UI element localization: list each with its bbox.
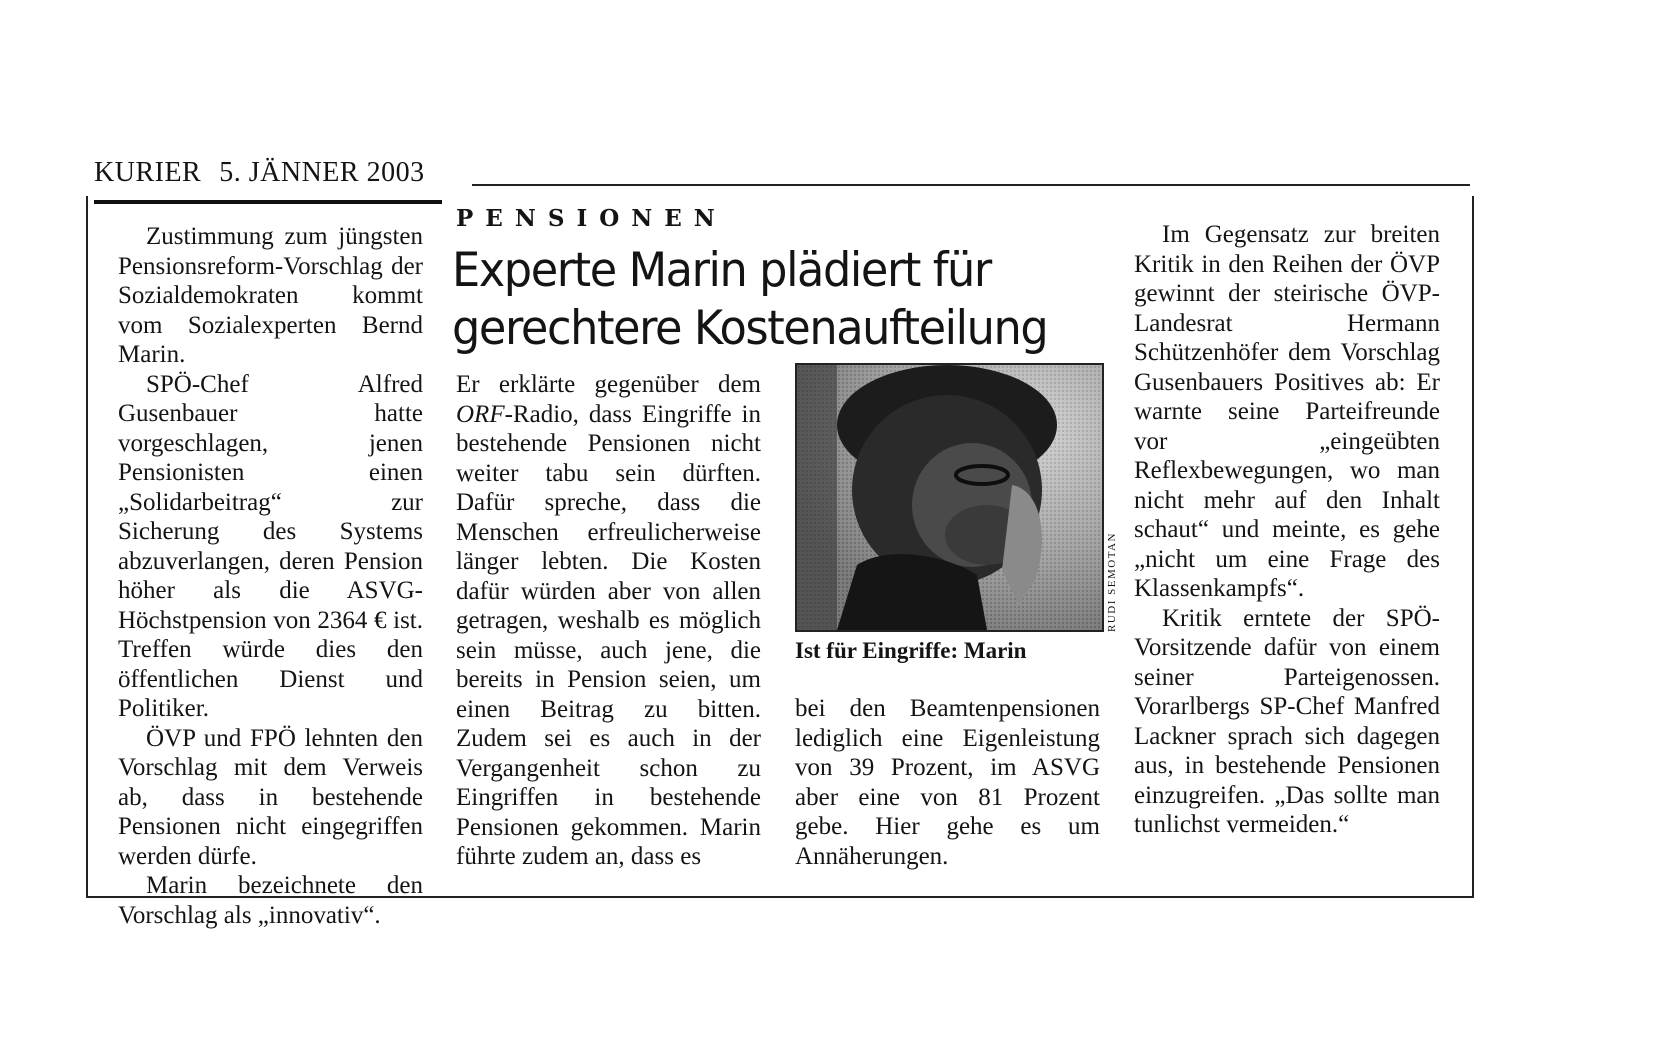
orf-emphasis: ORF (456, 400, 505, 428)
paragraph: Kritik erntete der SPÖ-Vorsitzende dafür von einem seiner Parteigenossen. Vorarlbergs SP-Chef Manfred Lackner sprach sich dagegen aus, in bestehende Pensionen einzugreifen. „Das sollte man tunlichst vermeiden.“ (1134, 604, 1440, 838)
photo-credit: RUDI SEMOTAN (1106, 532, 1118, 632)
photo-image (797, 365, 1102, 630)
headline-line-2: gerechtere Kostenaufteilung (452, 301, 1048, 356)
paragraph: SPÖ-Chef Alfred Gusenbauer hatte vorgeschlagen, jenen Pensionisten einen „Solidarbeitrag“ zur Sicherung des Systems abzuverlangen, deren Pension höher als die ASVG-Höchstpension von 2364 € ist. Treffen würde dies den öffentlichen Dienst und Politiker. (118, 370, 423, 722)
column-1 (118, 222, 423, 930)
newspaper-name: KURIER (94, 157, 202, 188)
headline-line-1: Experte Marin plädiert für (452, 243, 991, 298)
paragraph: Im Gegensatz zur breiten Kritik in den Reihen der ÖVP gewinnt der steirische ÖVP-Landesrat Hermann Schützenhöfer dem Vorschlag Gusenbauers Positives ab: Er warnte seine Parteifreunde vor „eingeübten Reflexbewegungen, wo man nicht mehr auf den Inhalt schaut“ und meinte, es gehe „nicht um eine Frage des Klassenkampfs“. (1134, 221, 1440, 602)
paragraph: bei den Beamtenpensionen lediglich eine Eigenleistung von 39 Prozent, im ASVG aber eine von 81 Prozent gebe. Hier gehe es um Annäherungen. (795, 695, 1100, 870)
photo-caption: Ist für Eingriffe: Marin (795, 638, 1027, 663)
paragraph: Marin bezeichnete den Vorschlag als „innovativ“. (118, 872, 423, 929)
column-2 (456, 370, 761, 872)
headline (452, 242, 1079, 358)
top-rule (472, 184, 1470, 186)
issue-date: 5. JÄNNER 2003 (219, 157, 425, 188)
text-run: Er erklärte gegenüber dem (456, 371, 761, 398)
text-run: -Radio, dass Eingriffe in bestehende Pensionen nicht weiter tabu sein dürften. Dafür spreche, dass die Menschen erfreulicherweise länger lebten. Die Kosten dafür würden aber von allen getragen, weshalb es möglich sein müsse, auch jene, die bereits in Pension seien, um einen Beitrag zu bitten. Zudem sei es auch in der Vergangenheit schon zu Eingriffen in bestehende Pensionen gekommen. Marin führte zudem an, dass es (456, 400, 761, 870)
column-4 (1134, 220, 1440, 840)
section-kicker: PENSIONEN (456, 205, 727, 232)
paragraph: Zustimmung zum jüngsten Pensionsreform-Vorschlag der Sozialdemokraten kommt vom Sozialexperten Bernd Marin. (118, 223, 423, 368)
portrait-photo (795, 363, 1104, 632)
paragraph (456, 370, 761, 872)
column-3 (795, 694, 1100, 871)
paragraph: ÖVP und FPÖ lehnten den Vorschlag mit dem Verweis ab, dass in bestehende Pensionen nicht eingegriffen werden dürfe. (118, 724, 423, 870)
